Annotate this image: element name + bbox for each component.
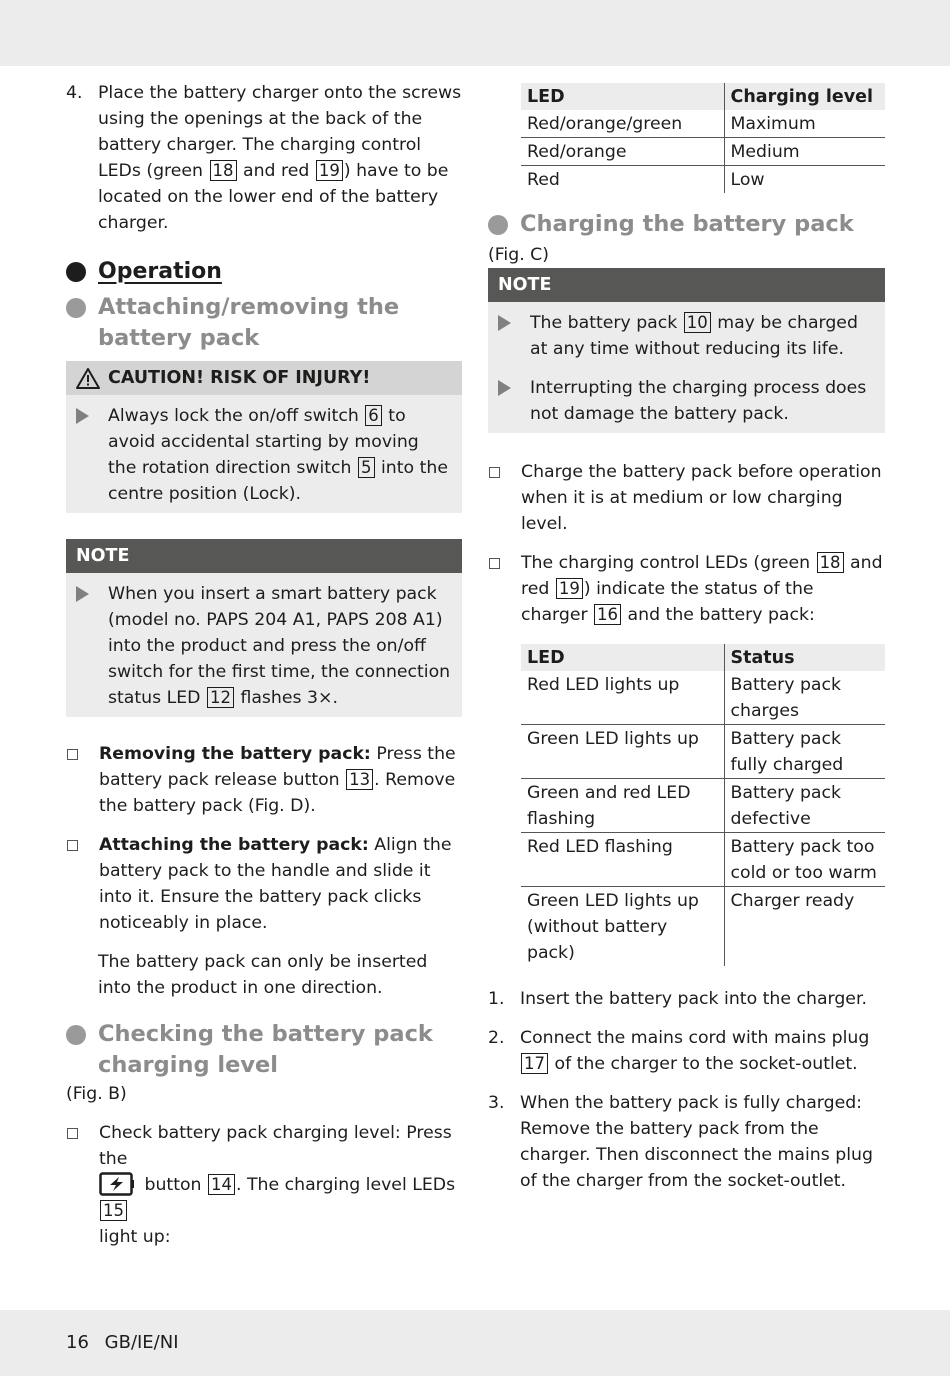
table-cell: Green LED lights up bbox=[521, 725, 724, 779]
heading-text: Operation bbox=[98, 259, 222, 284]
part-ref: 18 bbox=[817, 552, 844, 573]
step-text: When the battery pack is fully charged: Remove the battery pack from the charger. Then disconnect the mains plug of the charger from the socket-outlet. bbox=[520, 1093, 873, 1191]
table-header-row bbox=[521, 644, 885, 671]
table-row bbox=[521, 671, 885, 725]
one-direction-text: The battery pack can only be inserted into the product in one direction. bbox=[98, 952, 428, 998]
note-header: NOTE bbox=[488, 268, 885, 302]
part-ref: 17 bbox=[521, 1053, 548, 1074]
note-item bbox=[498, 375, 875, 427]
caution-panel bbox=[66, 361, 462, 513]
heading-text: Checking the battery pack charging level bbox=[98, 1021, 433, 1078]
caution-item bbox=[76, 403, 452, 507]
removing-item: Removing the battery pack: Press the battery pack release button 13 . Remove the battery pack (Fig. D). bbox=[66, 741, 462, 819]
table-cell: Battery pack too cold or too warm bbox=[724, 833, 885, 887]
table-cell: Red/orange bbox=[521, 138, 724, 166]
step-text: Place the battery charger onto the screws using the openings at the back of the battery charger. The charging control LEDs (green 18 and red 19 ) have to be located on the lower end of the battery charger. bbox=[98, 83, 462, 233]
table-cell: Battery pack charges bbox=[724, 671, 885, 725]
step-text: Connect the mains cord with mains plug 17 of the charger to the socket-outlet. bbox=[520, 1028, 870, 1074]
note-panel bbox=[488, 268, 885, 433]
step-number: 4. bbox=[66, 83, 83, 103]
leds-item: The charging control LEDs (green 18 and red 19 ) indicate the status of the charger 16 and the battery pack: bbox=[488, 550, 885, 628]
note-item bbox=[76, 581, 452, 711]
arrow-bullet-icon bbox=[498, 315, 511, 331]
heading-text: Attaching/removing the battery pack bbox=[98, 294, 400, 351]
part-ref: 14 bbox=[208, 1174, 235, 1195]
attaching-heading bbox=[66, 292, 462, 354]
table-cell: Green LED lights up (without battery pack) bbox=[521, 887, 724, 967]
circle-bullet-icon bbox=[488, 215, 508, 235]
table-cell: Red LED lights up bbox=[521, 671, 724, 725]
charge-step-2 bbox=[488, 1025, 885, 1077]
step-number: 3. bbox=[488, 1093, 505, 1113]
battery-charge-button-icon bbox=[99, 1172, 135, 1196]
table-header: LED bbox=[521, 644, 724, 671]
page-number: 16 bbox=[66, 1332, 89, 1353]
table-row bbox=[521, 110, 885, 138]
header-band bbox=[0, 0, 950, 66]
table-header: Charging level bbox=[724, 83, 885, 110]
step-number: 1. bbox=[488, 989, 505, 1009]
table-cell: Red bbox=[521, 166, 724, 194]
charge-step-3 bbox=[488, 1090, 885, 1194]
part-ref: 19 bbox=[316, 160, 343, 181]
table-cell: Maximum bbox=[724, 110, 885, 138]
caution-header bbox=[66, 361, 462, 395]
part-ref: 15 bbox=[100, 1200, 127, 1221]
table-cell: Low bbox=[730, 170, 765, 190]
led-status-table bbox=[521, 644, 885, 966]
part-ref: 19 bbox=[556, 578, 583, 599]
checkbox-square-icon bbox=[67, 749, 78, 760]
table-header-row bbox=[521, 83, 885, 110]
table-cell: Battery pack fully charged bbox=[724, 725, 885, 779]
note-text: When you insert a smart battery pack (model no. PAPS 204 A1, PAPS 208 A1) into the product and press the on/off switch for the first time, the connection status LED 12 flashes 3×. bbox=[108, 584, 451, 708]
table-cell: Battery pack defective bbox=[724, 779, 885, 833]
part-ref: 18 bbox=[210, 160, 237, 181]
table-cell: Charger ready bbox=[730, 891, 855, 911]
note-item bbox=[498, 310, 875, 362]
arrow-bullet-icon bbox=[76, 408, 89, 424]
part-ref: 10 bbox=[684, 312, 711, 333]
checkbox-square-icon bbox=[489, 558, 500, 569]
caution-text: Always lock the on/off switch 6 to avoid accidental starting by moving the rotation direction switch 5 into the centre position (Lock). bbox=[108, 406, 448, 504]
note-text: The battery pack 10 may be charged at any time without reducing its life. bbox=[530, 313, 858, 359]
step-4 bbox=[66, 80, 462, 236]
part-ref: 5 bbox=[358, 457, 375, 478]
circle-bullet-icon bbox=[66, 298, 86, 318]
step-number: 2. bbox=[488, 1028, 505, 1048]
table-cell: Red LED flashing bbox=[521, 833, 724, 887]
table-row bbox=[521, 138, 885, 166]
note-text: Interrupting the charging process does not damage the battery pack. bbox=[530, 378, 867, 424]
page-footer bbox=[66, 1330, 189, 1356]
part-ref: 12 bbox=[207, 687, 234, 708]
arrow-bullet-icon bbox=[76, 586, 89, 602]
circle-bullet-icon bbox=[66, 1025, 86, 1045]
figure-ref: (Fig. C) bbox=[488, 245, 549, 265]
table-row bbox=[521, 779, 885, 833]
table-header: Status bbox=[724, 644, 885, 671]
charging-heading bbox=[488, 209, 885, 240]
attaching-item: Attaching the battery pack: Align the battery pack to the handle and slide it into it. Ensure the battery pack clicks noticeably in place. bbox=[66, 832, 462, 936]
operation-heading bbox=[66, 256, 462, 288]
table-cell: Red/orange/green bbox=[521, 110, 724, 138]
warning-triangle-icon bbox=[76, 368, 100, 389]
table-cell: Medium bbox=[724, 138, 885, 166]
figure-ref: (Fig. B) bbox=[66, 1084, 127, 1104]
charge-before-item: Charge the battery pack before operation when it is at medium or low charging level. bbox=[488, 459, 885, 537]
circle-bullet-icon bbox=[66, 262, 86, 282]
part-ref: 6 bbox=[365, 405, 382, 426]
note-header: NOTE bbox=[66, 539, 462, 573]
checkbox-square-icon bbox=[67, 840, 78, 851]
charging-level-table bbox=[521, 83, 885, 193]
arrow-bullet-icon bbox=[498, 380, 511, 396]
check-item: Check battery pack charging level: Press the button 14 . The charging level LEDs 15 light up: bbox=[66, 1120, 462, 1250]
table-row bbox=[521, 887, 885, 967]
table-cell: Green and red LED flashing bbox=[521, 779, 724, 833]
checking-heading bbox=[66, 1019, 462, 1081]
table-row bbox=[521, 166, 885, 194]
table-header: LED bbox=[521, 83, 724, 110]
region-code: GB/IE/NI bbox=[104, 1332, 179, 1353]
checkbox-square-icon bbox=[67, 1128, 78, 1139]
heading-text: Charging the battery pack bbox=[520, 211, 854, 237]
table-row bbox=[521, 833, 885, 887]
note-panel bbox=[66, 539, 462, 717]
right-column bbox=[488, 83, 885, 1207]
step-text: Insert the battery pack into the charger. bbox=[520, 989, 867, 1009]
left-column bbox=[66, 80, 462, 1263]
checkbox-square-icon bbox=[489, 467, 500, 478]
charge-step-1 bbox=[488, 986, 885, 1012]
caution-title: CAUTION! RISK OF INJURY! bbox=[108, 368, 371, 388]
part-ref: 16 bbox=[594, 604, 621, 625]
part-ref: 13 bbox=[346, 769, 373, 790]
table-row bbox=[521, 725, 885, 779]
